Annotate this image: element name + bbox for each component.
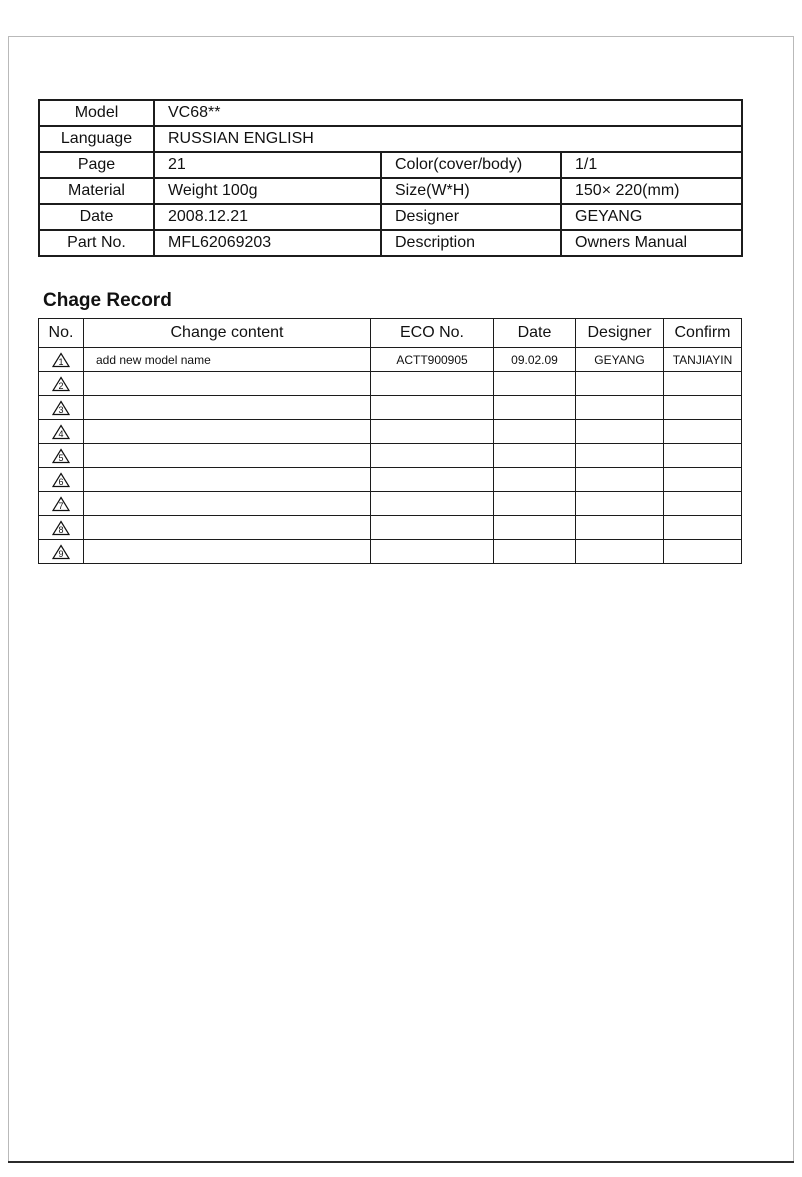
header-content: Change content (84, 319, 371, 348)
revision-triangle-icon (52, 520, 70, 536)
eco-no-cell: ACTT900905 (371, 348, 494, 372)
designer-cell (576, 540, 664, 564)
spec-row-material (39, 178, 742, 204)
change-record-row (39, 516, 742, 540)
revision-triangle-icon (52, 352, 70, 368)
date-cell (494, 540, 576, 564)
spec-row-model (39, 100, 742, 126)
header-confirm: Confirm (664, 319, 742, 348)
svg-text:5: 5 (58, 453, 64, 463)
partno-value: MFL62069203 (154, 230, 381, 256)
page-value: 21 (154, 152, 381, 178)
eco-no-cell (371, 444, 494, 468)
revision-marker-cell (39, 516, 84, 540)
date-cell (494, 372, 576, 396)
change-content-cell (84, 468, 371, 492)
header-date: Date (494, 319, 576, 348)
confirm-cell (664, 420, 742, 444)
designer-cell (576, 492, 664, 516)
spec-table (38, 99, 743, 257)
revision-marker-cell (39, 396, 84, 420)
change-content-cell (84, 492, 371, 516)
svg-text:3: 3 (58, 405, 64, 415)
spec-row-date (39, 204, 742, 230)
confirm-cell: TANJIAYIN (664, 348, 742, 372)
material-value: Weight 100g (154, 178, 381, 204)
language-label: Language (39, 126, 154, 152)
designer-cell (576, 372, 664, 396)
change-record-header-row (39, 319, 742, 348)
revision-marker-cell (39, 348, 84, 372)
date-cell (494, 444, 576, 468)
change-record-row (39, 444, 742, 468)
date-cell (494, 516, 576, 540)
change-content-cell (84, 516, 371, 540)
change-content-cell: add new model name (84, 348, 371, 372)
model-label: Model (39, 100, 154, 126)
partno-label: Part No. (39, 230, 154, 256)
svg-text:4: 4 (58, 429, 64, 439)
change-record-title: Chage Record (43, 290, 172, 311)
date-cell (494, 468, 576, 492)
confirm-cell (664, 444, 742, 468)
date-value: 2008.12.21 (154, 204, 381, 230)
revision-triangle-icon (52, 448, 70, 464)
revision-marker-cell (39, 444, 84, 468)
eco-no-cell (371, 492, 494, 516)
color-label: Color(cover/body) (381, 152, 561, 178)
designer-cell (576, 468, 664, 492)
change-content-cell (84, 540, 371, 564)
language-value: RUSSIAN ENGLISH (154, 126, 742, 152)
change-record-row (39, 468, 742, 492)
designer-cell (576, 444, 664, 468)
bottom-rule (8, 1161, 794, 1163)
date-label: Date (39, 204, 154, 230)
designer-label: Designer (381, 204, 561, 230)
revision-marker-cell (39, 468, 84, 492)
confirm-cell (664, 516, 742, 540)
page-label: Page (39, 152, 154, 178)
svg-text:2: 2 (58, 381, 64, 391)
svg-text:8: 8 (58, 525, 64, 535)
spec-row-page (39, 152, 742, 178)
change-content-cell (84, 372, 371, 396)
confirm-cell (664, 396, 742, 420)
change-record-row (39, 348, 742, 372)
confirm-cell (664, 468, 742, 492)
date-cell (494, 396, 576, 420)
description-value: Owners Manual (561, 230, 742, 256)
eco-no-cell (371, 372, 494, 396)
designer-cell: GEYANG (576, 348, 664, 372)
eco-no-cell (371, 468, 494, 492)
spec-row-language (39, 126, 742, 152)
change-record-row (39, 372, 742, 396)
svg-text:1: 1 (58, 357, 64, 367)
eco-no-cell (371, 540, 494, 564)
change-content-cell (84, 420, 371, 444)
change-content-cell (84, 396, 371, 420)
designer-value: GEYANG (561, 204, 742, 230)
date-cell: 09.02.09 (494, 348, 576, 372)
change-content-cell (84, 444, 371, 468)
revision-marker-cell (39, 540, 84, 564)
change-record-row (39, 492, 742, 516)
change-record-row (39, 420, 742, 444)
revision-marker-cell (39, 492, 84, 516)
header-eco: ECO No. (371, 319, 494, 348)
designer-cell (576, 396, 664, 420)
confirm-cell (664, 540, 742, 564)
revision-triangle-icon (52, 424, 70, 440)
revision-marker-cell (39, 372, 84, 396)
change-record-row (39, 396, 742, 420)
designer-cell (576, 516, 664, 540)
revision-triangle-icon (52, 472, 70, 488)
svg-text:6: 6 (58, 477, 64, 487)
change-record-table (38, 318, 742, 564)
revision-triangle-icon (52, 400, 70, 416)
change-record-row (39, 540, 742, 564)
confirm-cell (664, 372, 742, 396)
header-designer: Designer (576, 319, 664, 348)
date-cell (494, 420, 576, 444)
revision-triangle-icon (52, 376, 70, 392)
svg-text:7: 7 (58, 501, 64, 511)
revision-triangle-icon (52, 544, 70, 560)
confirm-cell (664, 492, 742, 516)
size-value: 150× 220(mm) (561, 178, 742, 204)
size-label: Size(W*H) (381, 178, 561, 204)
svg-text:9: 9 (58, 549, 64, 559)
revision-triangle-icon (52, 496, 70, 512)
eco-no-cell (371, 516, 494, 540)
eco-no-cell (371, 420, 494, 444)
designer-cell (576, 420, 664, 444)
revision-marker-cell (39, 420, 84, 444)
date-cell (494, 492, 576, 516)
header-no: No. (39, 319, 84, 348)
spec-row-partno (39, 230, 742, 256)
description-label: Description (381, 230, 561, 256)
material-label: Material (39, 178, 154, 204)
eco-no-cell (371, 396, 494, 420)
model-value: VC68** (154, 100, 742, 126)
color-value: 1/1 (561, 152, 742, 178)
